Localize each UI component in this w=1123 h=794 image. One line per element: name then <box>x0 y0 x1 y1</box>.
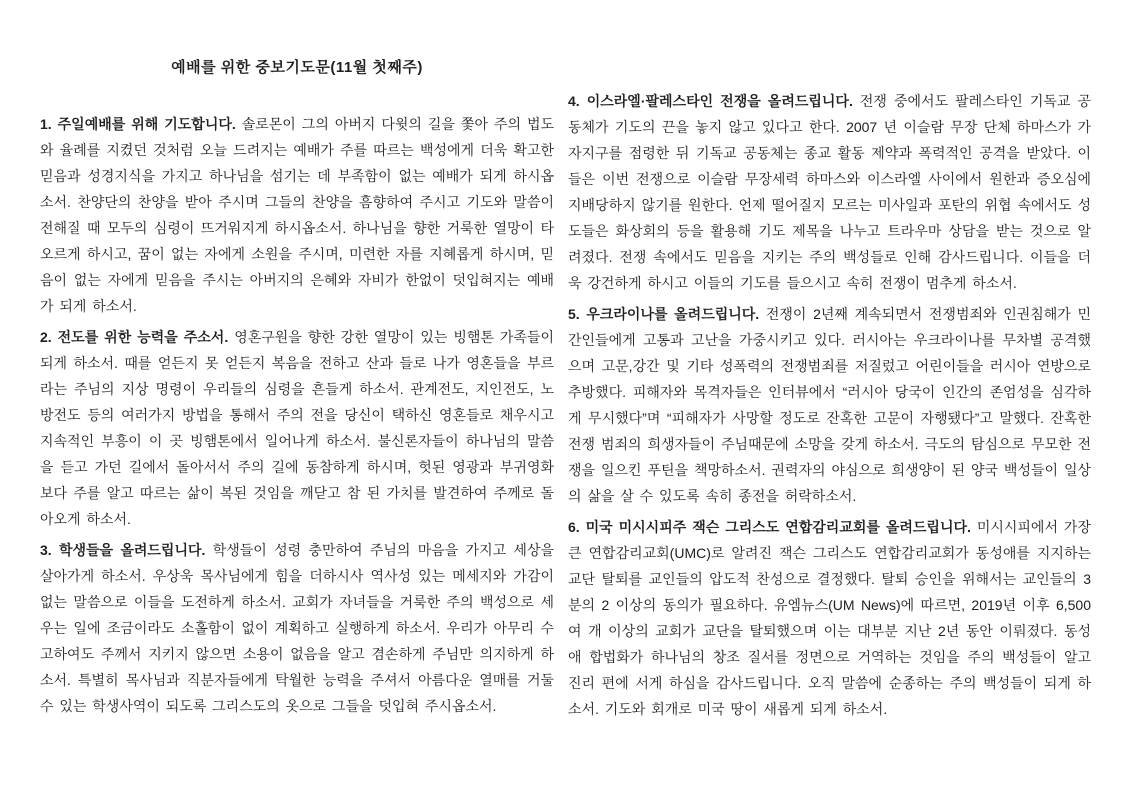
section-body: 전쟁이 2년째 계속되면서 전쟁범죄와 인권침해가 민간인들에게 고통과 고난을 가중시키고 있다. 러시아는 우크라이나를 무차별 공격했으며 고문,강간 및 기타 성폭력의 전쟁범죄를 저질렀고 어린이들을 러시아 연방으로 추방했다. 피해자와 목격자들은 인터뷰에서 “러시아 당국이 인간의 존엄성을 심각하게 무시했다”며 “피해자가 사망할 정도로 잔혹한 고문이 자행됐다”고 말했다. 잔혹한 전쟁 범죄의 희생자들이 주님때문에 소망을 갖게 하소서. 극도의 탐심으로 무모한 전쟁을 일으킨 푸틴을 책망하소서. 권력자의 야심으로 희생양이 된 양국 백성들이 일상의 삶을 살 수 있도록 속히 종전을 허락하소서. <box>568 306 1091 504</box>
section-heading: 2. 전도를 위한 능력을 주소서. <box>40 329 229 345</box>
prayer-section <box>40 537 554 719</box>
section-heading: 5. 우크라이나를 올려드립니다. <box>568 306 760 322</box>
section-body: 영혼구원을 향한 강한 열망이 있는 빙햄톤 가족들이 되게 하소서. 때를 얻든지 못 얻든지 복음을 전하고 산과 들로 나가 영혼들을 부르라는 주님의 지상 명령이 우리들의 심령을 흔들게 하소서. 관계전도, 지인전도, 노방전도 등의 여러가지 방법을 통해서 주의 전을 당신이 택하신 영혼들로 채우시고 지속적인 부흥이 이 곳 빙햄톤에서 일어나게 하소서. 불신론자들이 하나님의 말씀을 듣고 가던 길에서 돌아서서 주의 길에 동참하게 하시며, 헛된 영광과 부귀영화보다 주를 알고 따르는 삶이 복된 것임을 깨닫고 참 된 가치를 발견하여 주께로 돌아오게 하소서. <box>40 329 555 527</box>
prayer-section <box>40 111 554 319</box>
left-column <box>40 55 554 766</box>
document-title: 예배를 위한 중보기도문(11월 첫째주) <box>171 59 423 76</box>
section-heading: 1. 주일예배를 위해 기도합니다. <box>40 116 236 132</box>
section-body: 미시시피에서 가장 큰 연합감리교회(UMC)로 알려진 잭슨 그리스도 연합감리교회가 동성애를 지지하는 교단 탈퇴를 교인들의 압도적 찬성으로 결정했다. 탈퇴 승인을 위해서는 교인들의 3분의 2 이상의 동의가 필요하다. 유엠뉴스(UM News)에 따르면, 2019년 이후 6,500여 개 이상의 교회가 교단을 탈퇴했으며 이는 대부분 지난 2년 동안 이뤄졌다. 동성애 합법화가 하나님의 창조 질서를 정면으로 거역하는 것임을 주의 백성들이 알고 진리 편에 서게 하심을 감사드립니다. 오직 말씀에 순종하는 주의 백성들이 되게 하소서. 기도와 회개로 미국 땅이 새롭게 되게 하소서. <box>568 519 1091 717</box>
section-body: 전쟁 중에서도 팔레스타인 기독교 공동체가 기도의 끈을 놓지 않고 있다고 한다. 2007 년 이슬람 무장 단체 하마스가 가자지구를 점령한 뒤 기독교 공동체는 종교 활동 제약과 폭력적인 공격을 받았다. 이들은 이번 전쟁으로 이슬람 무장세력 하마스와 이스라엘 사이에서 원한과 증오심에 지배당하지 않기를 원한다. 언제 떨어질지 모르는 미사일과 포탄의 위협 속에서도 성도들은 화상회의 등을 활용해 기도 제목을 나누고 트라우마 상담을 받는 것으로 알려졌다. 전쟁 속에서도 믿음을 지키는 주의 백성들로 인해 감사드립니다. 이들을 더욱 강건하게 하시고 이들의 기도를 들으시고 속히 전쟁이 멈추게 하소서. <box>568 93 1091 291</box>
section-body: 학생들이 성령 충만하여 주님의 마음을 가지고 세상을 살아가게 하소서. 우상욱 목사님에게 힘을 더하시사 역사성 있는 메세지와 가감이 없는 말씀으로 이들을 도전하게 하소서. 교회가 자녀들을 거룩한 주의 백성으로 세우는 일에 조금이라도 소홀함이 없이 계획하고 실행하게 하소서. 우리가 아무리 수고하여도 주께서 지키지 않으면 소용이 없음을 알고 겸손하게 주님만 의지하게 하소서. 특별히 목사님과 직분자들에게 탁월한 능력을 주셔서 아름다운 열매를 거둘 수 있는 학생사역이 되도록 그리스도의 옷으로 그들을 덧입혀 주시옵소서. <box>40 542 554 714</box>
right-column <box>568 55 1091 766</box>
prayer-section <box>568 514 1091 722</box>
prayer-section <box>568 301 1091 509</box>
section-heading: 4. 이스라엘·팔레스타인 전쟁을 올려드립니다. <box>568 93 853 109</box>
section-heading: 6. 미국 미시시피주 잭슨 그리스도 연합감리교회를 올려드립니다. <box>568 519 971 535</box>
section-body: 솔로몬이 그의 아버지 다윗의 길을 쫓아 주의 법도와 율례를 지켰던 것처럼 오늘 드려지는 예배가 주를 따르는 백성에게 더욱 확고한 믿음과 성경지식을 가지고 하나님을 섬기는 데 부족함이 없는 예배가 되게 하시옵소서. 찬양단의 찬양을 받아 주시며 그들의 찬양을 흠향하여 주시고 기도와 말씀이 전해질 때 모두의 심령이 뜨거워지게 하시옵소서. 하나님을 향한 거룩한 열망이 타오르게 하시고, 꿈이 없는 자에게 소원을 주시며, 미련한 자를 지혜롭게 하시며, 믿음이 없는 자에게 믿음을 주시는 아버지의 은혜와 자비가 한없이 덧입혀지는 예배가 되게 하소서. <box>40 116 554 314</box>
prayer-section <box>568 88 1091 296</box>
section-heading: 3. 학생들을 올려드립니다. <box>40 542 206 558</box>
prayer-section <box>40 324 554 532</box>
